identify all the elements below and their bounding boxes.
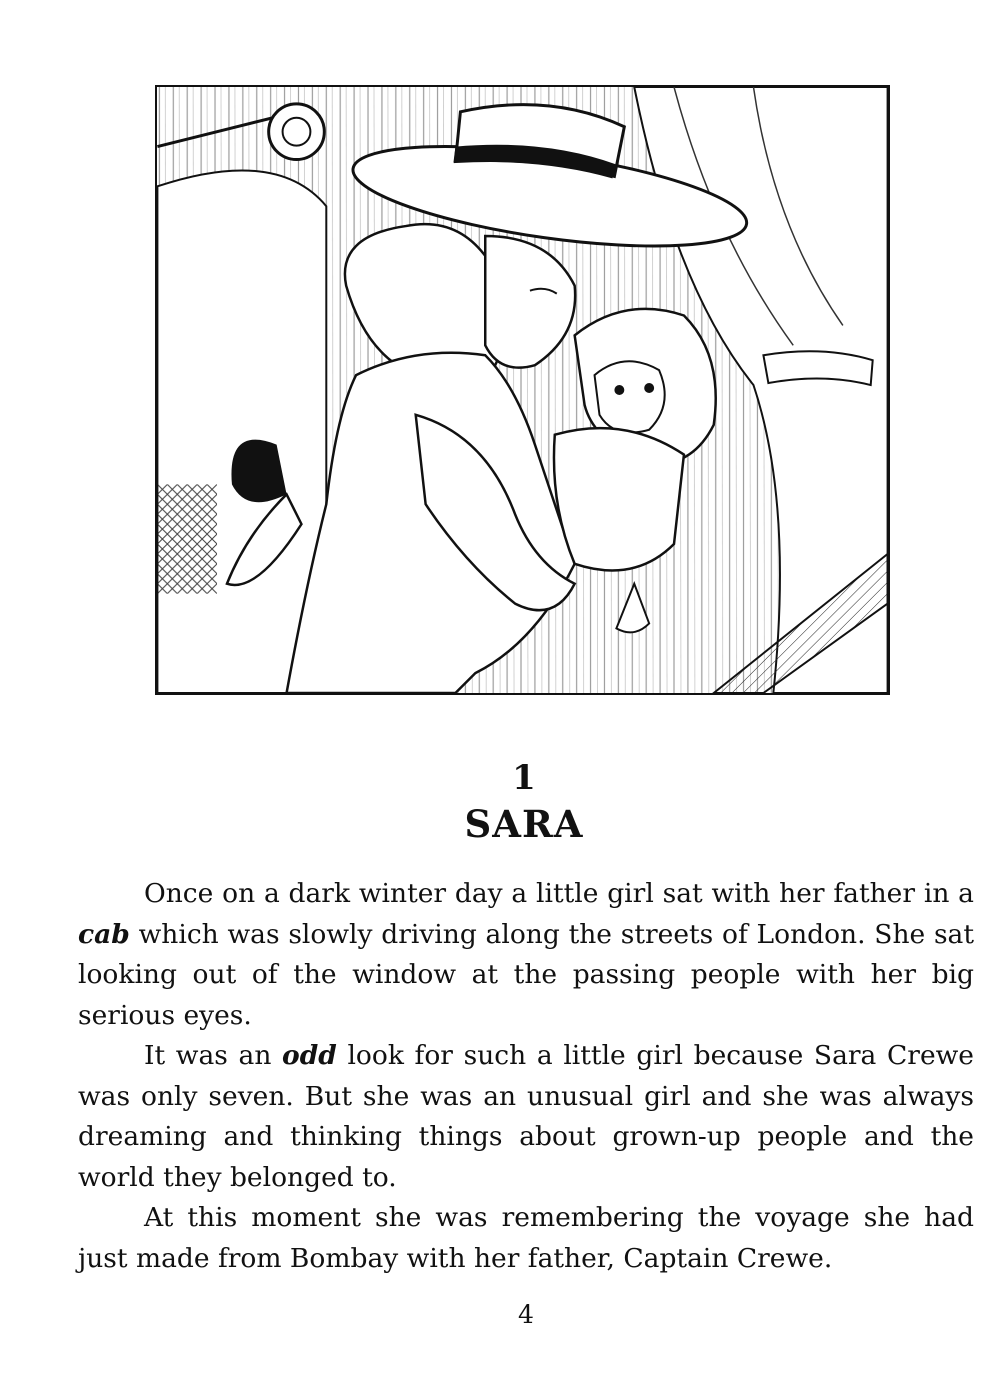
paragraph <box>78 1198 974 1279</box>
chapter-title: SARA <box>464 802 584 846</box>
vocab-word-cab: cab <box>78 918 130 950</box>
chapter-body-text <box>78 874 974 1279</box>
text-span: look for such a little girl because Sara Crewe was only seven. But she was an unusual girl and she was always dreaming and thinking things about grown-up people and the world they belonged to. <box>78 1040 974 1193</box>
paragraph <box>78 1036 974 1198</box>
text-span: At this moment she was remembering the voyage she had just made from Bombay with her father, Captain Crewe. <box>78 1202 974 1274</box>
chapter-illustration <box>155 85 890 695</box>
chapter-number: 1 <box>512 758 536 798</box>
page-number: 4 <box>518 1300 534 1329</box>
vocab-word-odd: odd <box>282 1040 337 1071</box>
text-span: Once on a dark winter day a little girl sat with her father in a <box>144 878 974 909</box>
text-span: It was an <box>144 1040 283 1071</box>
girl-holding-doll-drawing <box>157 87 888 693</box>
paragraph <box>78 874 974 1036</box>
text-span: which was slowly driving along the streets of London. She sat looking out of the window at the passing people with her big serious eyes. <box>78 918 974 1031</box>
